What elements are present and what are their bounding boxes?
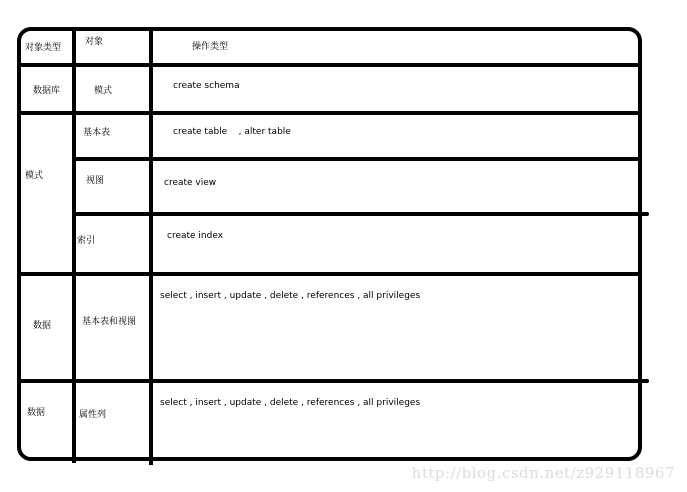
cell-operations-index: create index (167, 231, 224, 241)
column-divider (149, 29, 153, 465)
cell-type-schema: 模式 (25, 171, 44, 181)
cell-object-column: 属性列 (79, 410, 107, 420)
row-divider (17, 63, 642, 67)
row-divider (17, 111, 642, 115)
cell-type-database: 数据库 (33, 86, 61, 96)
cell-object-base-table: 基本表 (83, 128, 111, 138)
watermark-url: http://blog.csdn.net/z929118967 (411, 464, 675, 482)
row-divider (17, 272, 642, 276)
header-object-type: 对象类型 (25, 43, 62, 53)
column-divider (72, 29, 76, 463)
cell-object-index: 索引 (77, 236, 96, 246)
line-end-dot (645, 379, 649, 383)
row-divider (73, 157, 642, 161)
row-divider (17, 379, 648, 383)
cell-operations-base-table: create table , alter table (173, 127, 291, 137)
cell-object-view: 视图 (86, 176, 105, 186)
row-divider (73, 212, 648, 216)
header-operation-type: 操作类型 (192, 42, 229, 52)
line-end-dot (645, 212, 649, 216)
cell-object-table-and-view: 基本表和视图 (82, 317, 137, 327)
cell-operations-column: select , insert , update , delete , references , all privileges (160, 398, 421, 408)
cell-type-data-2: 数据 (27, 408, 46, 418)
cell-operations-table-and-view: select , insert , update , delete , references , all privileges (160, 291, 421, 301)
header-object: 对象 (85, 37, 104, 47)
cell-object-schema: 模式 (94, 86, 113, 96)
cell-type-data-1: 数据 (33, 321, 52, 331)
cell-operations-view: create view (164, 178, 217, 188)
cell-operations-schema: create schema (173, 81, 240, 91)
